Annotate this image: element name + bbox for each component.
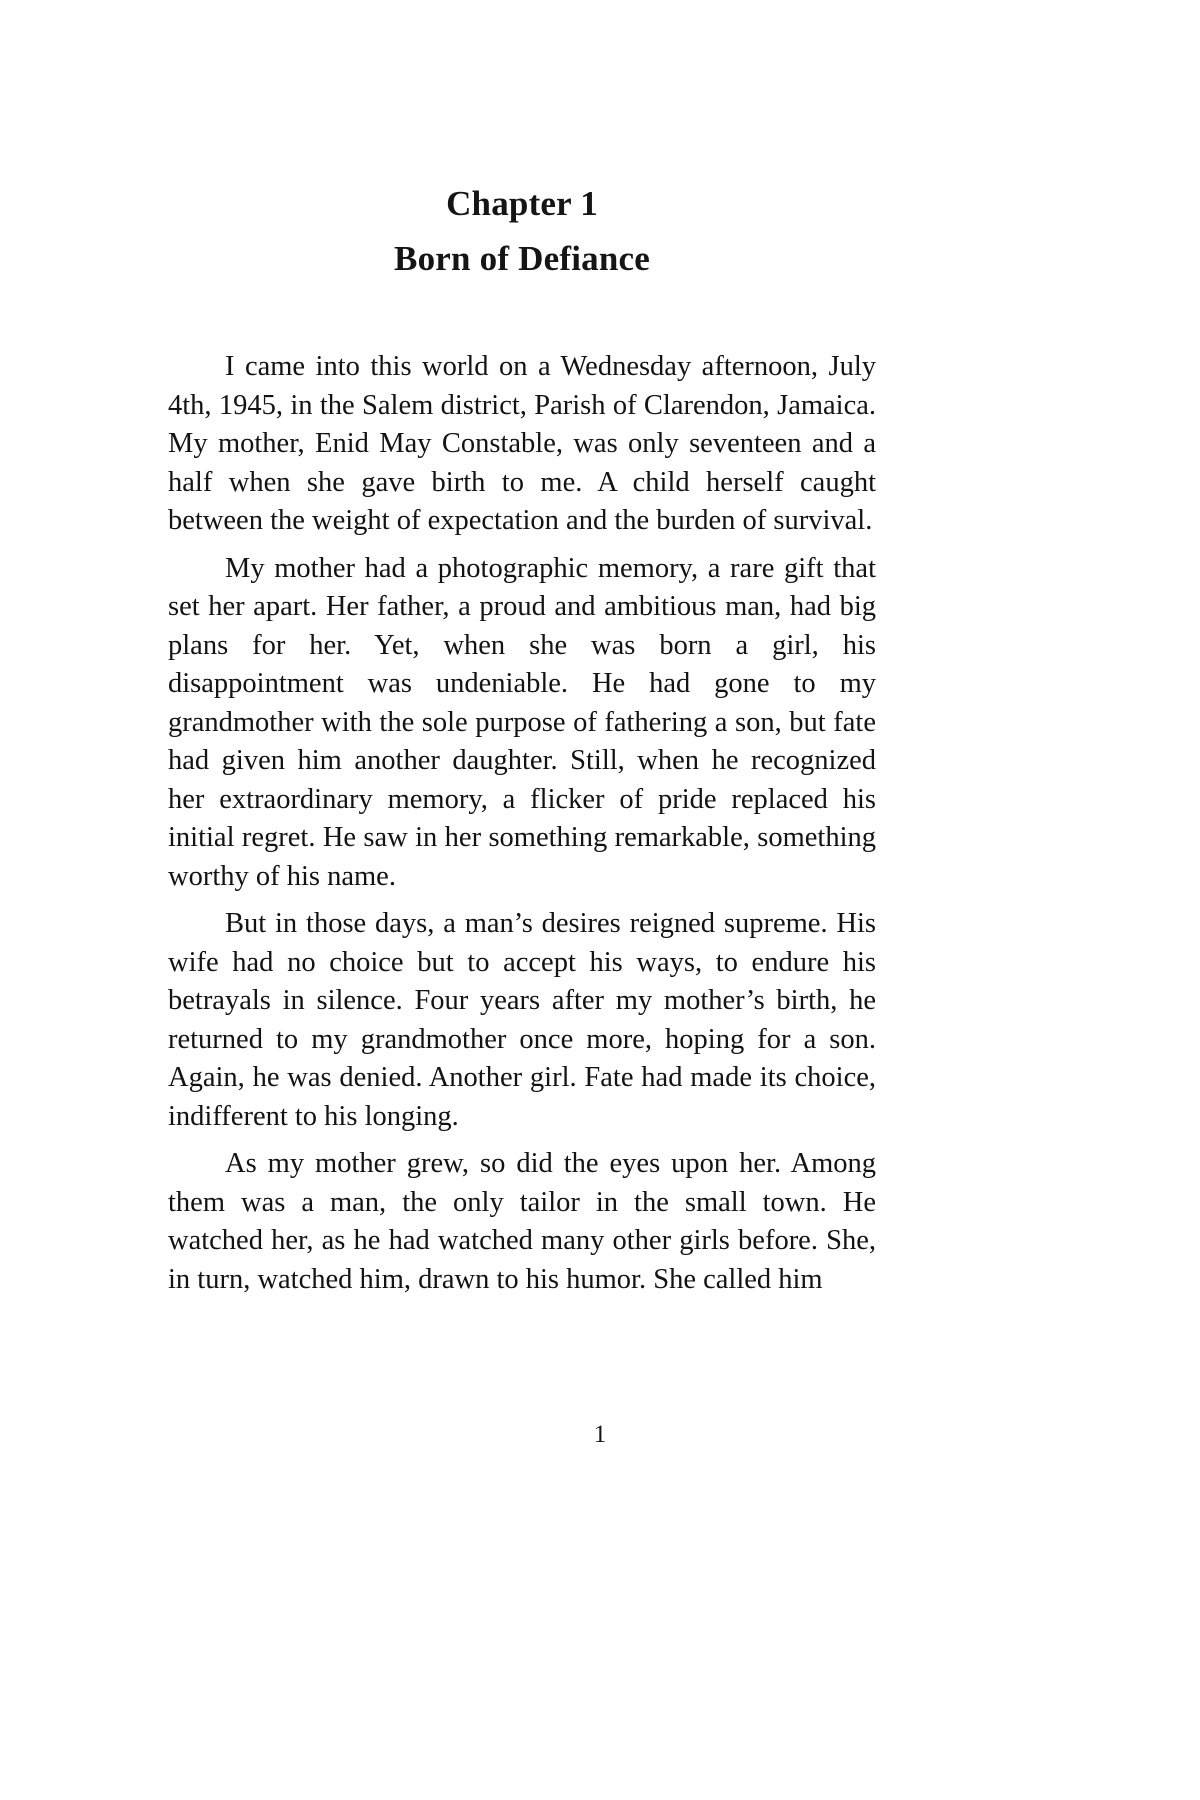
- paragraph: I came into this world on a Wednesday afternoon, July 4th, 1945, in the Salem district, Parish of Clarendon, Jamaica. My mother, Enid May Constable, was only seventeen and a half when she gave birth to me. A child herself caught between the weight of expectation and the burden of survival.: [168, 351, 876, 536]
- chapter-label: Chapter 1: [446, 184, 598, 223]
- text-column: [168, 0, 876, 1299]
- paragraph: As my mother grew, so did the eyes upon her. Among them was a man, the only tailor in the small town. He watched her, as he had watched many other girls before. She, in turn, watched him, drawn to his humor. She called him: [168, 1148, 876, 1295]
- chapter-heading: [168, 0, 876, 286]
- body-text: [168, 348, 876, 1299]
- chapter-title: Born of Defiance: [394, 239, 650, 278]
- page-number: 1: [593, 1421, 607, 1448]
- paragraph: My mother had a photographic memory, a rare gift that set her apart. Her father, a proud and ambitious man, had big plans for her. Yet, when she was born a girl, his disappointment was undeniable. He had gone to my grandmother with the sole purpose of fathering a son, but fate had given him another daughter. Still, when he recognized her extraordinary memory, a flicker of pride replaced his initial regret. He saw in her something remarkable, something worthy of his name.: [168, 552, 876, 892]
- paragraph: But in those days, a man’s desires reigned supreme. His wife had no choice but to accept his ways, to endure his betrayals in silence. Four years after my mother’s birth, he returned to my grandmother once more, hoping for a son. Again, he was denied. Another girl. Fate had made its choice, indifferent to his longing.: [168, 908, 876, 1132]
